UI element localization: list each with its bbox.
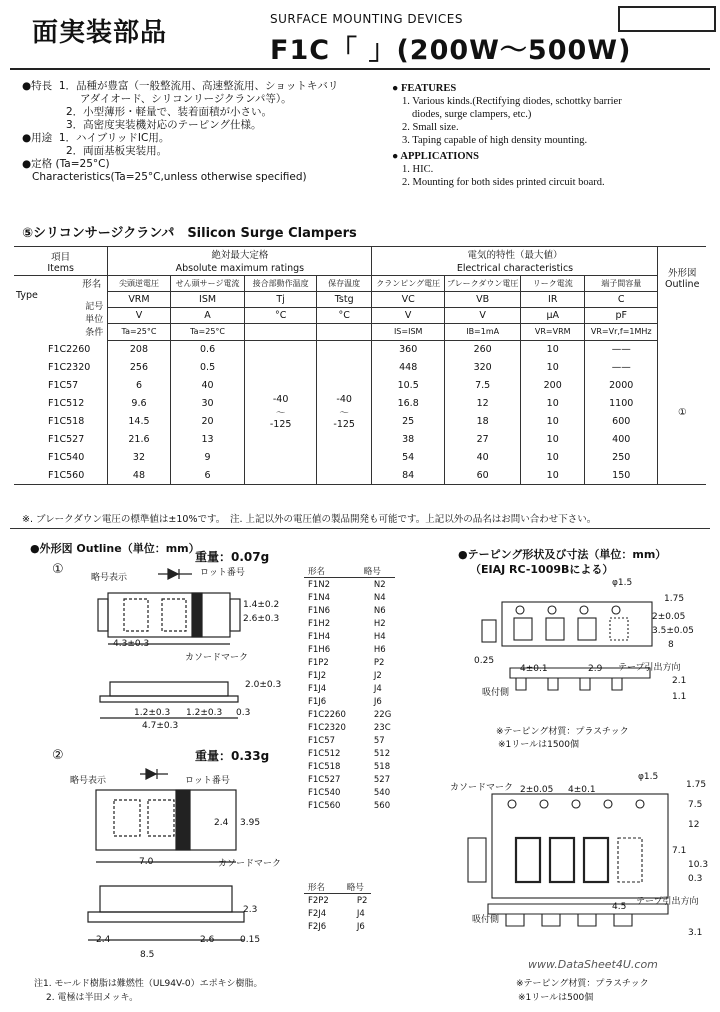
taping2-dim: 1.75 bbox=[686, 780, 707, 790]
taping2-dim: φ1.5 bbox=[638, 772, 659, 782]
taping1-dim: 2±0.05 bbox=[652, 612, 686, 622]
page-title-jp: 面実装部品 bbox=[32, 18, 168, 48]
fig2-dim: 0.15 bbox=[240, 935, 261, 945]
fig1-label: ロット番号 bbox=[200, 568, 245, 578]
taping2-dim: 12 bbox=[688, 820, 700, 830]
code-row bbox=[304, 920, 371, 933]
type-cell: F1C527 bbox=[14, 430, 108, 448]
vb-cell: 320 bbox=[444, 358, 521, 376]
code-mark: 22G bbox=[373, 709, 392, 720]
outline-note-1: 注1. モールド樹脂は難燃性（UL94V-0）エポキシ樹脂。 bbox=[34, 979, 263, 989]
fig2-dim: 8.5 bbox=[140, 950, 155, 960]
c-cell: 1100 bbox=[585, 394, 658, 412]
code-mark: N6 bbox=[373, 605, 386, 616]
fig2-label: ロット番号 bbox=[185, 776, 230, 786]
code-type: F1J4 bbox=[308, 683, 327, 694]
items-header: 項目 Items bbox=[14, 247, 108, 276]
taping2-dim: 4±0.1 bbox=[568, 785, 596, 795]
code-type: F2P2 bbox=[308, 895, 329, 906]
code-row bbox=[304, 669, 395, 682]
ir-cell: 10 bbox=[521, 430, 585, 448]
feature-en-line: diodes, surge clampers, etc.) bbox=[412, 109, 532, 120]
taping2-dim: 3.1 bbox=[688, 928, 703, 938]
c-cell: 250 bbox=[585, 448, 658, 466]
param-symbol: ISM bbox=[170, 292, 245, 308]
abs-max-header-en: Absolute maximum ratings bbox=[108, 261, 372, 276]
feature-en-line: 2. Small size. bbox=[402, 122, 459, 133]
code-type: F1C2260 bbox=[308, 709, 346, 720]
c-cell: —— bbox=[585, 358, 658, 376]
code-mark: H4 bbox=[373, 631, 386, 642]
feature-en-line: 1. Various kinds.(Rectifying diodes, schottky barrier bbox=[402, 96, 622, 107]
row-label-row_symbol: 記号 bbox=[85, 302, 104, 312]
param-name: 尖頭逆電圧 bbox=[108, 276, 170, 292]
taping1-dim: 2.9 bbox=[588, 664, 603, 674]
section-title: ⑤シリコンサージクランパ Silicon Surge Clampers bbox=[22, 226, 357, 241]
code-type: F1J2 bbox=[308, 670, 327, 681]
code-type: F1C560 bbox=[308, 800, 341, 811]
feature-line: 3．高密度実装機対応のテーピング仕様。 bbox=[66, 119, 262, 131]
code-row bbox=[304, 708, 395, 721]
taping2-reel: ※1リールは500個 bbox=[518, 993, 594, 1003]
param-condition: IB=1mA bbox=[444, 324, 521, 340]
code-row bbox=[304, 907, 371, 920]
ism-cell: 0.5 bbox=[170, 358, 245, 376]
param-condition: VR=Vr,f=1MHz bbox=[585, 324, 658, 340]
param-symbol: C bbox=[585, 292, 658, 308]
vb-cell: 27 bbox=[444, 430, 521, 448]
vc-cell: 360 bbox=[372, 340, 444, 358]
code-mark: 518 bbox=[373, 761, 391, 772]
code-row bbox=[304, 773, 395, 786]
vc-cell: 84 bbox=[372, 466, 444, 485]
code-row bbox=[304, 630, 395, 643]
type-cell: F1C2320 bbox=[14, 358, 108, 376]
fig1-dim: 1.2±0.3 bbox=[186, 708, 223, 718]
code-row bbox=[304, 643, 395, 656]
vb-cell: 260 bbox=[444, 340, 521, 358]
code-mark: 57 bbox=[373, 735, 385, 746]
code-row bbox=[304, 695, 395, 708]
param-unit: pF bbox=[585, 308, 658, 324]
vc-cell: 25 bbox=[372, 412, 444, 430]
code-row bbox=[304, 617, 395, 630]
fig1-dim: 1.4±0.2 bbox=[243, 600, 280, 610]
fig1-weight: 重量：0.07g bbox=[195, 550, 270, 564]
taping1-dim: 4±0.1 bbox=[520, 664, 548, 674]
c-cell: 600 bbox=[585, 412, 658, 430]
ism-cell: 20 bbox=[170, 412, 245, 430]
code-table-1 bbox=[304, 564, 395, 812]
taping2-material: ※テーピング材質：プラスチック bbox=[516, 979, 649, 989]
code-mark: J4 bbox=[356, 908, 365, 919]
param-name: せん頭サージ電流 bbox=[170, 276, 245, 292]
ir-cell: 10 bbox=[521, 340, 585, 358]
type-header: 形名 Type 記号 単位 条件 bbox=[14, 276, 108, 341]
code-type: F1J6 bbox=[308, 696, 327, 707]
vc-cell: 54 bbox=[372, 448, 444, 466]
tj-range-value: -125 bbox=[269, 419, 292, 431]
fig1-dim: 2.6±0.3 bbox=[243, 614, 280, 624]
header-blank-box bbox=[618, 6, 716, 32]
application-line: 1. HIC. bbox=[402, 164, 434, 175]
code-mark: P2 bbox=[373, 657, 385, 668]
code-mark: 512 bbox=[373, 748, 391, 759]
codes-header: 略号 bbox=[343, 880, 372, 894]
ir-cell: 10 bbox=[521, 466, 585, 485]
param-condition: VR=VRM bbox=[521, 324, 585, 340]
param-unit: °C bbox=[245, 308, 316, 324]
ism-cell: 0.6 bbox=[170, 340, 245, 358]
taping1-reel: ※1リールは1500個 bbox=[498, 740, 579, 750]
feature-line: 2．小型薄形・軽量で、装着面積が小さい。 bbox=[66, 106, 272, 118]
fig2-dim: 2.3 bbox=[243, 905, 258, 915]
param-symbol: Tstg bbox=[316, 292, 372, 308]
param-unit: μA bbox=[521, 308, 585, 324]
fig1-label: 略号表示 bbox=[91, 573, 128, 583]
code-row bbox=[304, 578, 395, 592]
feature-en-line: 3. Taping capable of high density mounting. bbox=[402, 135, 588, 146]
param-symbol: VRM bbox=[108, 292, 170, 308]
feature-line: 1．品種が豊富（一般整流用、高速整流用、ショットキバリ bbox=[58, 80, 339, 92]
code-row bbox=[304, 682, 395, 695]
param-symbol: VC bbox=[372, 292, 444, 308]
code-mark: J6 bbox=[373, 696, 382, 707]
fig1-number: ① bbox=[52, 562, 64, 577]
taping1-dim: 1.75 bbox=[664, 594, 685, 604]
spec-table bbox=[14, 246, 706, 485]
taping1-label: 吸付側 bbox=[482, 688, 510, 698]
code-type: F1H6 bbox=[308, 644, 331, 655]
code-type: F1C540 bbox=[308, 787, 341, 798]
code-row bbox=[304, 799, 395, 812]
code-type: F1C57 bbox=[308, 735, 336, 746]
taping1-label: テープ引出方向 bbox=[618, 663, 681, 673]
header-rule bbox=[10, 68, 710, 70]
param-unit: °C bbox=[316, 308, 372, 324]
param-unit: A bbox=[170, 308, 245, 324]
code-mark: J4 bbox=[373, 683, 382, 694]
type-cell: F1C2260 bbox=[14, 340, 108, 358]
code-row bbox=[304, 894, 371, 908]
taping1-dim: 3.5±0.05 bbox=[652, 626, 694, 636]
taping2-label: カソードマーク bbox=[450, 783, 514, 793]
code-row bbox=[304, 786, 395, 799]
taping1-dim: 8 bbox=[668, 640, 674, 650]
taping1-material: ※テーピング材質：プラスチック bbox=[496, 727, 629, 737]
code-type: F1C518 bbox=[308, 761, 341, 772]
code-mark: 23C bbox=[373, 722, 391, 733]
ir-cell: 10 bbox=[521, 358, 585, 376]
code-mark: 527 bbox=[373, 774, 391, 785]
vrm-cell: 208 bbox=[108, 340, 170, 358]
tstg-range-value: -125 bbox=[333, 419, 355, 431]
vc-cell: 448 bbox=[372, 358, 444, 376]
vb-cell: 12 bbox=[444, 394, 521, 412]
code-row bbox=[304, 760, 395, 773]
rating-bullet: ●定格 bbox=[22, 158, 53, 170]
fig2-label: 略号表示 bbox=[70, 776, 107, 786]
fig1-dim: 4.7±0.3 bbox=[142, 721, 179, 731]
param-condition: Ta=25°C bbox=[108, 324, 170, 340]
taping2-dim: 7.5 bbox=[688, 800, 703, 810]
use-bullet: ●用途 bbox=[22, 132, 53, 144]
row-label-row_unit: 単位 bbox=[85, 315, 104, 325]
fig1-label: カソードマーク bbox=[185, 653, 249, 663]
vrm-cell: 14.5 bbox=[108, 412, 170, 430]
ir-cell: 10 bbox=[521, 412, 585, 430]
vb-cell: 7.5 bbox=[444, 376, 521, 394]
outline-header: 外形図 Outline bbox=[658, 247, 706, 341]
tstg-range-value: -40 bbox=[336, 394, 352, 406]
fig2-number: ② bbox=[52, 748, 64, 763]
code-mark: J2 bbox=[373, 670, 382, 681]
param-name: 端子間容量 bbox=[585, 276, 658, 292]
type-cell: F1C518 bbox=[14, 412, 108, 430]
code-type: F1C527 bbox=[308, 774, 341, 785]
code-row bbox=[304, 656, 395, 669]
code-row bbox=[304, 721, 395, 734]
outline-note-2: 2. 電極は半田メッキ。 bbox=[46, 993, 139, 1003]
features-jp bbox=[22, 80, 382, 184]
taping2-label: テープ引出方向 bbox=[636, 897, 699, 907]
application-line: 2. Mounting for both sides printed circuit board. bbox=[402, 177, 605, 188]
fig2-dim: 3.95 bbox=[240, 818, 261, 828]
taping-title: ●テーピング形状及び寸法（単位：mm） bbox=[458, 548, 667, 561]
param-symbol: VB bbox=[444, 292, 521, 308]
watermark: www.DataSheet4U.com bbox=[528, 958, 658, 971]
ism-cell: 9 bbox=[170, 448, 245, 466]
c-cell: 150 bbox=[585, 466, 658, 485]
c-cell: 2000 bbox=[585, 376, 658, 394]
series-title: F1C「 」(200W～500W) bbox=[270, 35, 632, 66]
codes-header: 略号 bbox=[360, 564, 395, 578]
codes-header: 形名 bbox=[304, 564, 360, 578]
features-en-heading: ● FEATURES bbox=[392, 83, 457, 94]
spec-row bbox=[14, 340, 706, 358]
taping2-dim: 0.3 bbox=[688, 874, 703, 884]
vc-cell: 38 bbox=[372, 430, 444, 448]
elec-char-header-en: Electrical characteristics bbox=[372, 261, 658, 276]
vb-cell: 60 bbox=[444, 466, 521, 485]
c-cell: —— bbox=[585, 340, 658, 358]
abs-max-header: 絶対最大定格 bbox=[108, 247, 372, 262]
fig2-weight: 重量：0.33g bbox=[195, 749, 270, 763]
fig2-dim: 2.6 bbox=[200, 935, 215, 945]
features-bullet: ●特長 bbox=[22, 80, 53, 92]
vrm-cell: 6 bbox=[108, 376, 170, 394]
code-type: F2J6 bbox=[308, 921, 327, 932]
ir-cell: 10 bbox=[521, 394, 585, 412]
taping1-dim: 1.1 bbox=[672, 692, 687, 702]
characteristics-line: Characteristics(Ta=25°C,unless otherwise specified) bbox=[32, 171, 307, 183]
code-mark: 540 bbox=[373, 787, 391, 798]
code-mark: H2 bbox=[373, 618, 386, 629]
taping2-dim: 2±0.05 bbox=[520, 785, 554, 795]
param-unit: V bbox=[108, 308, 170, 324]
type-cell: F1C540 bbox=[14, 448, 108, 466]
outline-ref-cell: ① bbox=[658, 340, 706, 485]
code-type: F1N4 bbox=[308, 592, 331, 603]
fig1-dim: 0.3 bbox=[236, 708, 251, 718]
code-row bbox=[304, 734, 395, 747]
vrm-cell: 9.6 bbox=[108, 394, 170, 412]
ir-cell: 200 bbox=[521, 376, 585, 394]
taping1-dim: 0.25 bbox=[474, 656, 495, 666]
code-row bbox=[304, 604, 395, 617]
use-line: 2．両面基板実装用。 bbox=[66, 145, 168, 157]
taping-standard: （EIAJ RC-1009Bによる） bbox=[470, 563, 614, 576]
use-line: 1．ハイブリッドIC用。 bbox=[58, 132, 170, 144]
code-type: F2J4 bbox=[308, 908, 327, 919]
code-type: F1N6 bbox=[308, 605, 331, 616]
param-condition bbox=[245, 324, 316, 340]
code-type: F1H2 bbox=[308, 618, 331, 629]
fig1-dim: 2.0±0.3 bbox=[245, 680, 282, 690]
rating-condition: (Ta=25°C) bbox=[55, 158, 110, 170]
taping2-dim: 4.5 bbox=[612, 902, 627, 912]
outline-title: ●外形図 Outline（単位：mm） bbox=[30, 542, 200, 555]
code-table-2 bbox=[304, 880, 371, 933]
codes-header: 形名 bbox=[304, 880, 343, 894]
param-unit: V bbox=[444, 308, 521, 324]
param-name: ブレークダウン電圧 bbox=[444, 276, 521, 292]
param-condition: IS=ISM bbox=[372, 324, 444, 340]
vrm-cell: 256 bbox=[108, 358, 170, 376]
param-condition bbox=[316, 324, 372, 340]
fig1-dim: 4.3±0.3 bbox=[113, 639, 150, 649]
code-type: F1N2 bbox=[308, 579, 331, 590]
figure-divider bbox=[10, 528, 710, 529]
code-type: F1C512 bbox=[308, 748, 341, 759]
ism-cell: 30 bbox=[170, 394, 245, 412]
ism-cell: 6 bbox=[170, 466, 245, 485]
code-mark: N4 bbox=[373, 592, 386, 603]
elec-char-header: 電気的特性（最大値） bbox=[372, 247, 658, 262]
code-row bbox=[304, 747, 395, 760]
c-cell: 400 bbox=[585, 430, 658, 448]
tj-range-value: -40 bbox=[272, 394, 289, 406]
vc-cell: 16.8 bbox=[372, 394, 444, 412]
code-mark: H6 bbox=[373, 644, 386, 655]
code-type: F1H4 bbox=[308, 631, 331, 642]
tstg-range-value: ～ bbox=[339, 408, 349, 420]
fig2-dim: 2.4 bbox=[96, 935, 111, 945]
fig1-dim: 1.2±0.3 bbox=[134, 708, 171, 718]
vrm-cell: 48 bbox=[108, 466, 170, 485]
vrm-cell: 32 bbox=[108, 448, 170, 466]
taping1-dim: φ1.5 bbox=[612, 578, 633, 588]
param-unit: V bbox=[372, 308, 444, 324]
fig2-dim: 2.4 bbox=[214, 818, 229, 828]
param-condition: Ta=25°C bbox=[170, 324, 245, 340]
tj-range-value: ～ bbox=[275, 408, 286, 420]
param-name: リーク電流 bbox=[521, 276, 585, 292]
taping2-dim: 7.1 bbox=[672, 846, 687, 856]
vrm-cell: 21.6 bbox=[108, 430, 170, 448]
vb-cell: 18 bbox=[444, 412, 521, 430]
taping2-dim: 10.3 bbox=[688, 860, 709, 870]
taping2-label: 吸付側 bbox=[472, 915, 500, 925]
code-mark: N2 bbox=[373, 579, 386, 590]
fig2-label: カソードマーク bbox=[218, 859, 282, 869]
code-mark: P2 bbox=[356, 895, 368, 906]
ism-cell: 13 bbox=[170, 430, 245, 448]
taping1-dim: 2.1 bbox=[672, 676, 687, 686]
code-type: F1P2 bbox=[308, 657, 329, 668]
param-name: 保存温度 bbox=[316, 276, 372, 292]
vc-cell: 10.5 bbox=[372, 376, 444, 394]
type-cell: F1C560 bbox=[14, 466, 108, 485]
page-subtitle-en: SURFACE MOUNTING DEVICES bbox=[270, 12, 463, 26]
code-mark: 560 bbox=[373, 800, 391, 811]
type-cell: F1C512 bbox=[14, 394, 108, 412]
ism-cell: 40 bbox=[170, 376, 245, 394]
tj-range-cell bbox=[245, 340, 316, 485]
code-row bbox=[304, 591, 395, 604]
fig2-dim: 7.0 bbox=[139, 857, 154, 867]
row-label-row_cond: 条件 bbox=[85, 328, 104, 338]
param-symbol: Tj bbox=[245, 292, 316, 308]
tstg-range-cell bbox=[316, 340, 372, 485]
vb-cell: 40 bbox=[444, 448, 521, 466]
features-en bbox=[392, 82, 712, 189]
feature-line: アダイオード、シリコンリージクランパ等）。 bbox=[80, 93, 292, 105]
code-mark: J6 bbox=[356, 921, 365, 932]
param-name: 接合部動作温度 bbox=[245, 276, 316, 292]
code-type: F1C2320 bbox=[308, 722, 346, 733]
param-name: クランピング電圧 bbox=[372, 276, 444, 292]
table-note: ※. ブレークダウン電圧の標準値は±10%です。 注. 上記以外の電圧値の製品開発も可能です。上記以外の品名はお問い合わせ下さい。 bbox=[22, 514, 597, 525]
ir-cell: 10 bbox=[521, 448, 585, 466]
type-cell: F1C57 bbox=[14, 376, 108, 394]
param-symbol: IR bbox=[521, 292, 585, 308]
applications-heading: ● APPLICATIONS bbox=[392, 151, 479, 162]
